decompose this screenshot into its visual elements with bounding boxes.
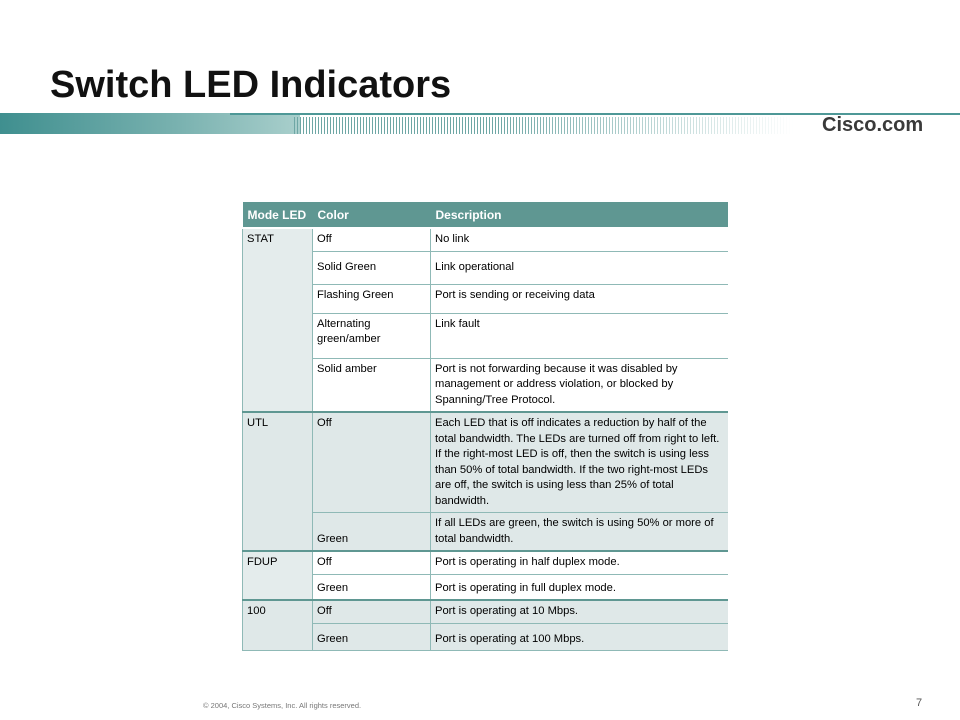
banner-gradient <box>0 113 300 134</box>
color-cell: Off <box>313 551 431 575</box>
header-color: Color <box>313 202 431 228</box>
table-row <box>243 600 729 624</box>
table-body <box>243 228 729 651</box>
table-header-row <box>243 202 729 228</box>
header-description: Description <box>431 202 729 228</box>
led-table <box>242 202 728 651</box>
description-cell: If all LEDs are green, the switch is using 50% or more of total bandwidth. <box>431 513 729 552</box>
color-cell: Solid amber <box>313 358 431 412</box>
description-cell: Link operational <box>431 251 729 284</box>
led-table-container <box>242 202 728 666</box>
table-row <box>243 412 729 513</box>
cisco-logo: Cisco.com <box>822 114 924 136</box>
copyright-footer: © 2004, Cisco Systems, Inc. All rights reserved. <box>203 701 362 710</box>
description-cell: Port is operating in half duplex mode. <box>431 551 729 575</box>
color-cell: Off <box>313 600 431 624</box>
table-row <box>243 513 729 552</box>
slide-title: Switch LED Indicators <box>50 64 452 106</box>
mode-cell: 100 <box>243 600 313 651</box>
color-cell: Flashing Green <box>313 284 431 313</box>
banner-stripes <box>294 117 794 134</box>
color-cell: Off <box>313 412 431 513</box>
color-cell: Solid Green <box>313 251 431 284</box>
description-cell: Port is operating at 10 Mbps. <box>431 600 729 624</box>
description-cell: No link <box>431 228 729 251</box>
description-cell: Port is operating in full duplex mode. <box>431 575 729 601</box>
header-mode-led: Mode LED <box>243 202 313 228</box>
mode-cell: FDUP <box>243 551 313 600</box>
table-row <box>243 284 729 313</box>
mode-cell: STAT <box>243 228 313 412</box>
description-cell: Port is operating at 100 Mbps. <box>431 624 729 651</box>
description-cell: Each LED that is off indicates a reduction by half of the total bandwidth. The LEDs are turned off from right to left. If the right-most LED is off, then the switch is using less than 50% of total bandwidth. If the two right-most LEDs are off, the switch is using less than 25% of total bandwidth. <box>431 412 729 513</box>
color-cell: Green <box>313 575 431 601</box>
table-row <box>243 251 729 284</box>
color-cell: Green <box>313 624 431 651</box>
description-cell: Link fault <box>431 313 729 358</box>
table-row <box>243 551 729 575</box>
table-row <box>243 313 729 358</box>
title-banner <box>0 113 960 134</box>
page-number: 7 <box>916 697 923 709</box>
mode-cell: UTL <box>243 412 313 551</box>
description-cell: Port is not forwarding because it was disabled by management or address violation, or blocked by Spanning/Tree Protocol. <box>431 358 729 412</box>
table-row <box>243 575 729 601</box>
table-row <box>243 358 729 412</box>
description-cell: Port is sending or receiving data <box>431 284 729 313</box>
table-row <box>243 624 729 651</box>
table-row <box>243 228 729 251</box>
color-cell: Green <box>313 513 431 552</box>
color-cell: Alternating green/amber <box>313 313 431 358</box>
color-cell: Off <box>313 228 431 251</box>
